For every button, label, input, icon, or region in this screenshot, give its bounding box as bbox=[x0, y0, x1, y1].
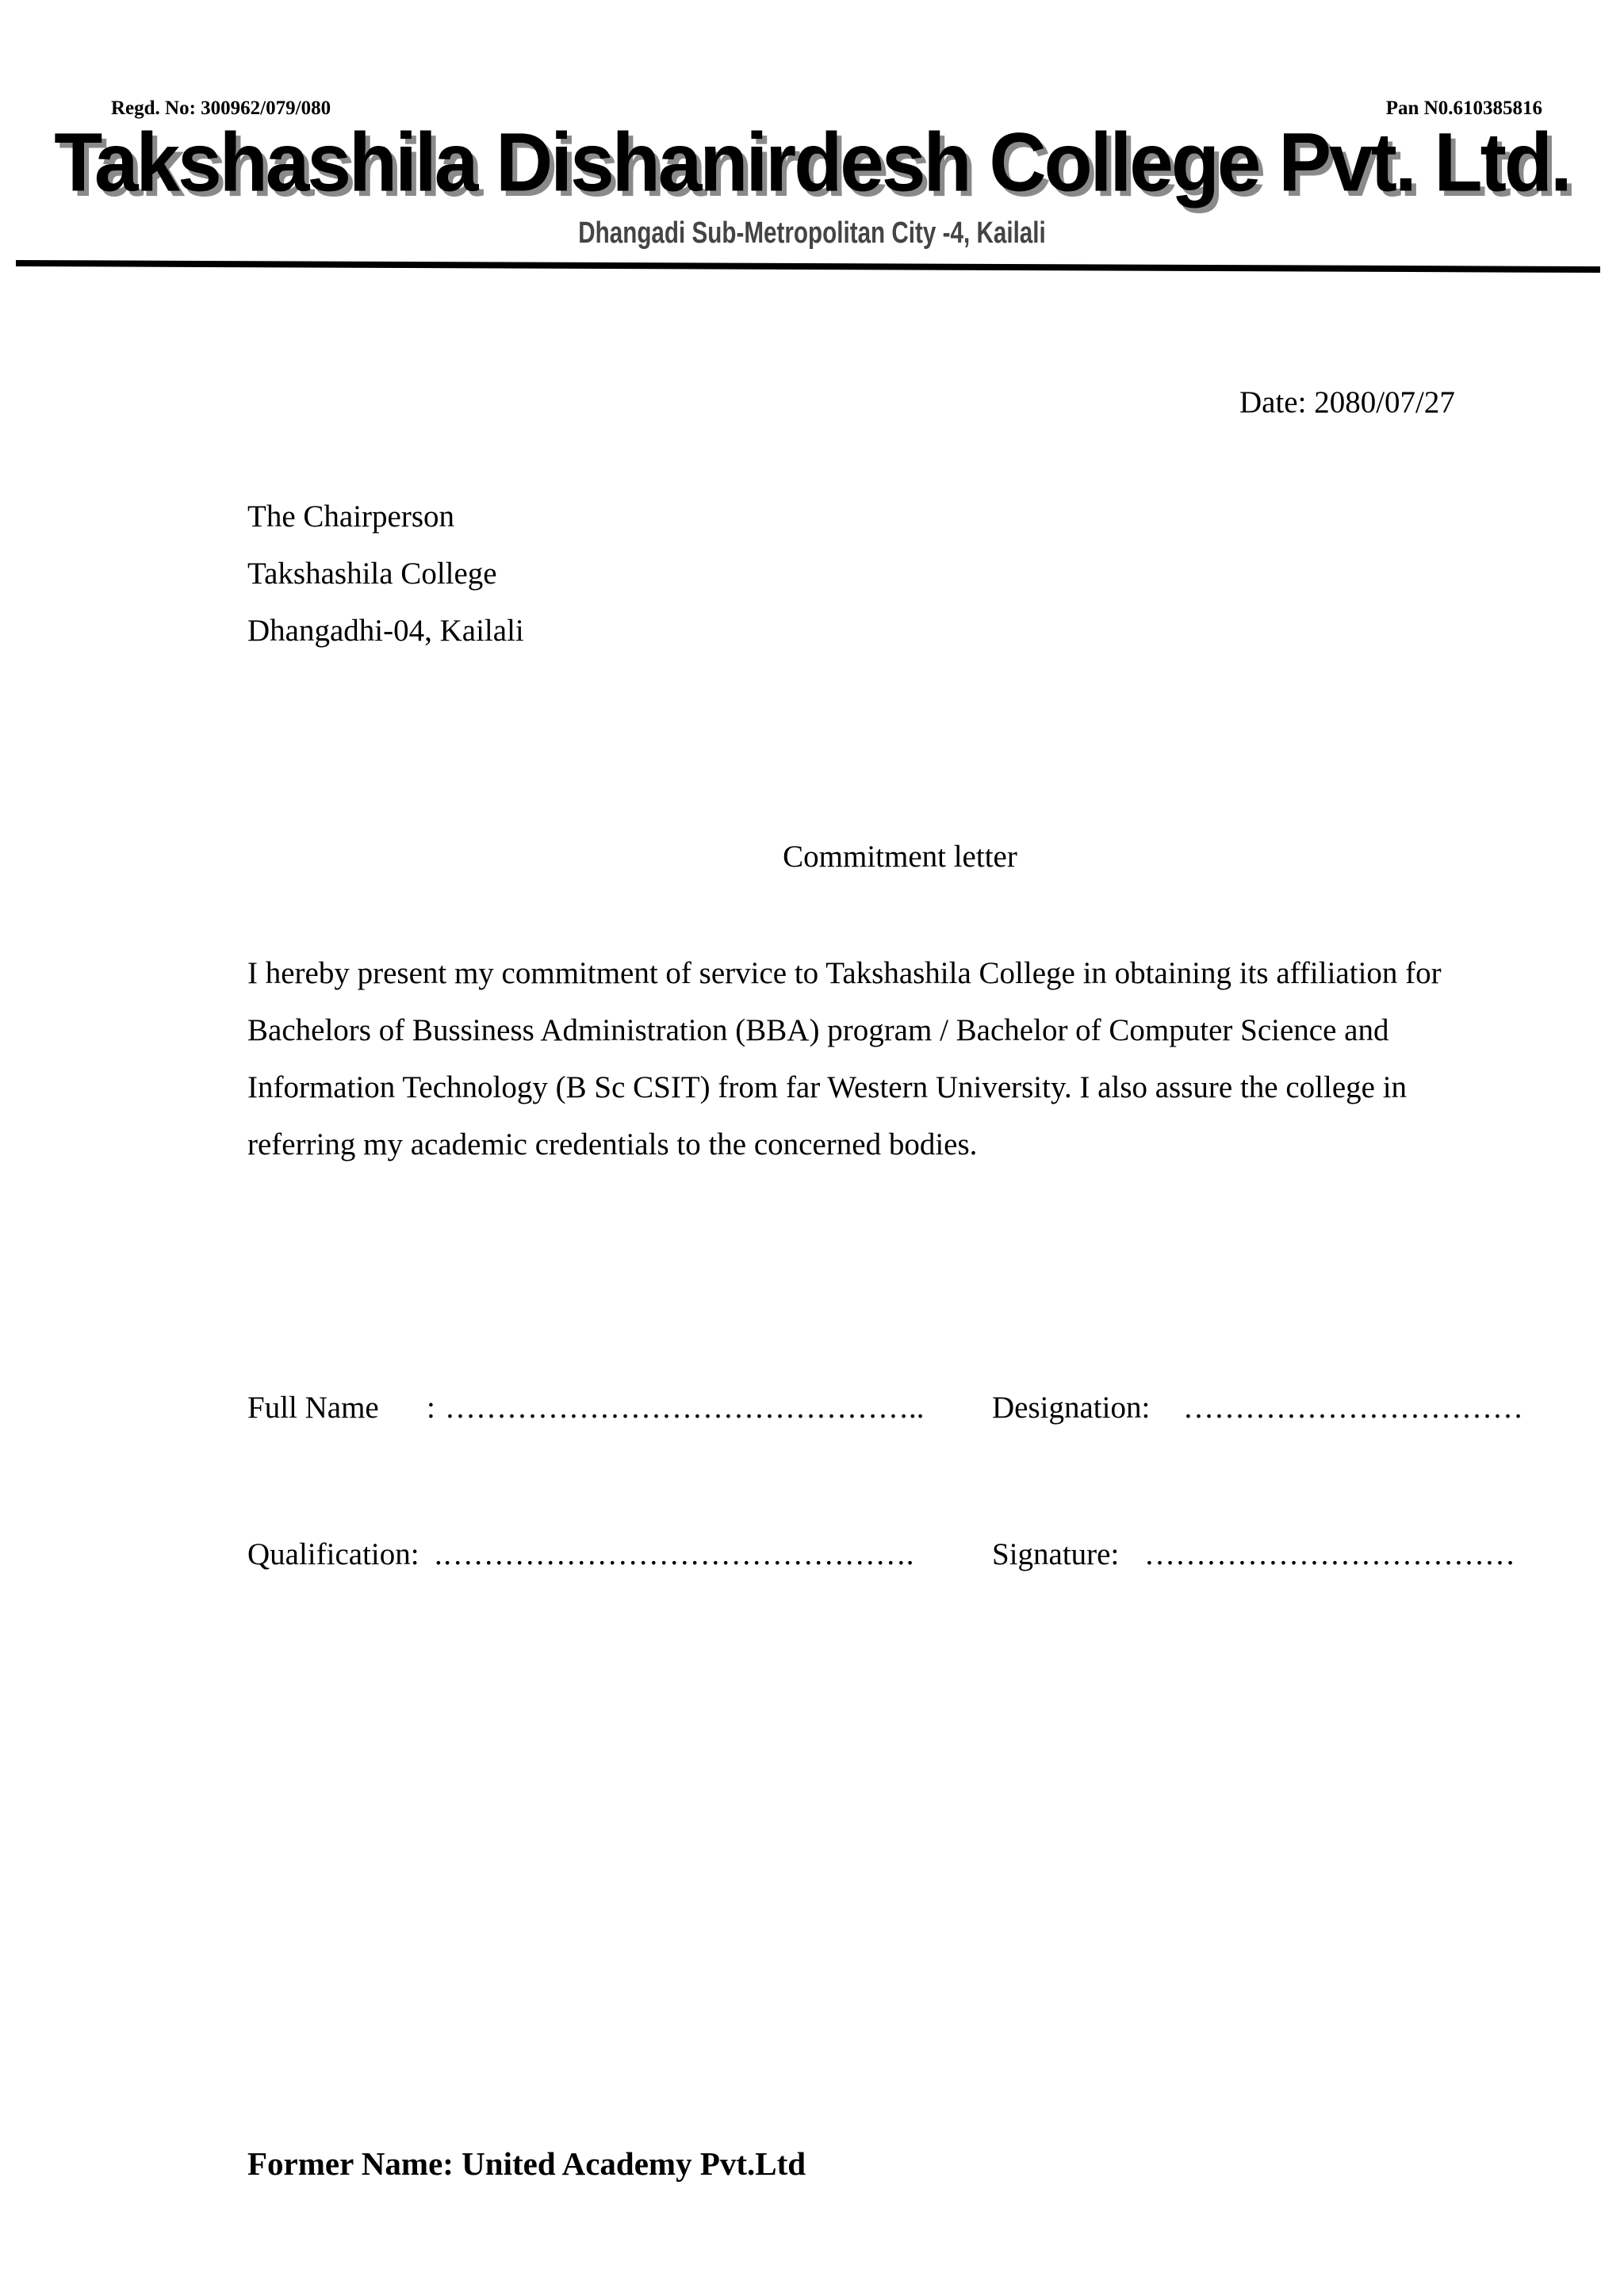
recipient-line: The Chairperson bbox=[247, 499, 455, 534]
header-divider bbox=[16, 260, 1600, 273]
full-name-field[interactable]: ……………………………………….. bbox=[445, 1391, 925, 1425]
body-line: referring my academic credentials to the concerned bodies. bbox=[247, 1127, 978, 1161]
designation-label: Designation: bbox=[992, 1391, 1151, 1425]
pan-number: Pan N0.610385816 bbox=[1385, 98, 1542, 119]
body-line: Bachelors of Bussiness Administration (BBA) program / Bachelor of Computer Science and bbox=[247, 1013, 1389, 1047]
body-line: Information Technology (B Sc CSIT) from far Western University. I also assure the college in bbox=[247, 1070, 1408, 1104]
qualification-label: Qualification: bbox=[247, 1537, 419, 1571]
signature-label: Signature: bbox=[992, 1537, 1120, 1571]
full-name-label: Full Name bbox=[247, 1391, 379, 1425]
designation-field[interactable]: …………………………… bbox=[1183, 1391, 1523, 1425]
letter-subject: Commitment letter bbox=[783, 840, 1017, 874]
college-address: Dhangadi Sub-Metropolitan City -4, Kailali bbox=[578, 216, 1046, 250]
recipient-line: Dhangadhi-04, Kailali bbox=[247, 614, 524, 648]
qualification-field[interactable]: .………………………………………. bbox=[435, 1537, 914, 1571]
full-name-colon: : bbox=[427, 1391, 435, 1425]
former-name-note: Former Name: United Academy Pvt.Ltd bbox=[247, 2145, 806, 2182]
college-name-heading: Takshashila Dishanirdesh College Pvt. Ltd. bbox=[54, 116, 1570, 209]
letter-date: Date: 2080/07/27 bbox=[1239, 385, 1455, 419]
registration-number: Regd. No: 300962/079/080 bbox=[111, 98, 331, 119]
recipient-line: Takshashila College bbox=[247, 557, 497, 591]
signature-field[interactable]: ……………………………… bbox=[1144, 1537, 1515, 1571]
body-line: I hereby present my commitment of service to Takshashila College in obtaining its affiliation for bbox=[247, 956, 1442, 990]
